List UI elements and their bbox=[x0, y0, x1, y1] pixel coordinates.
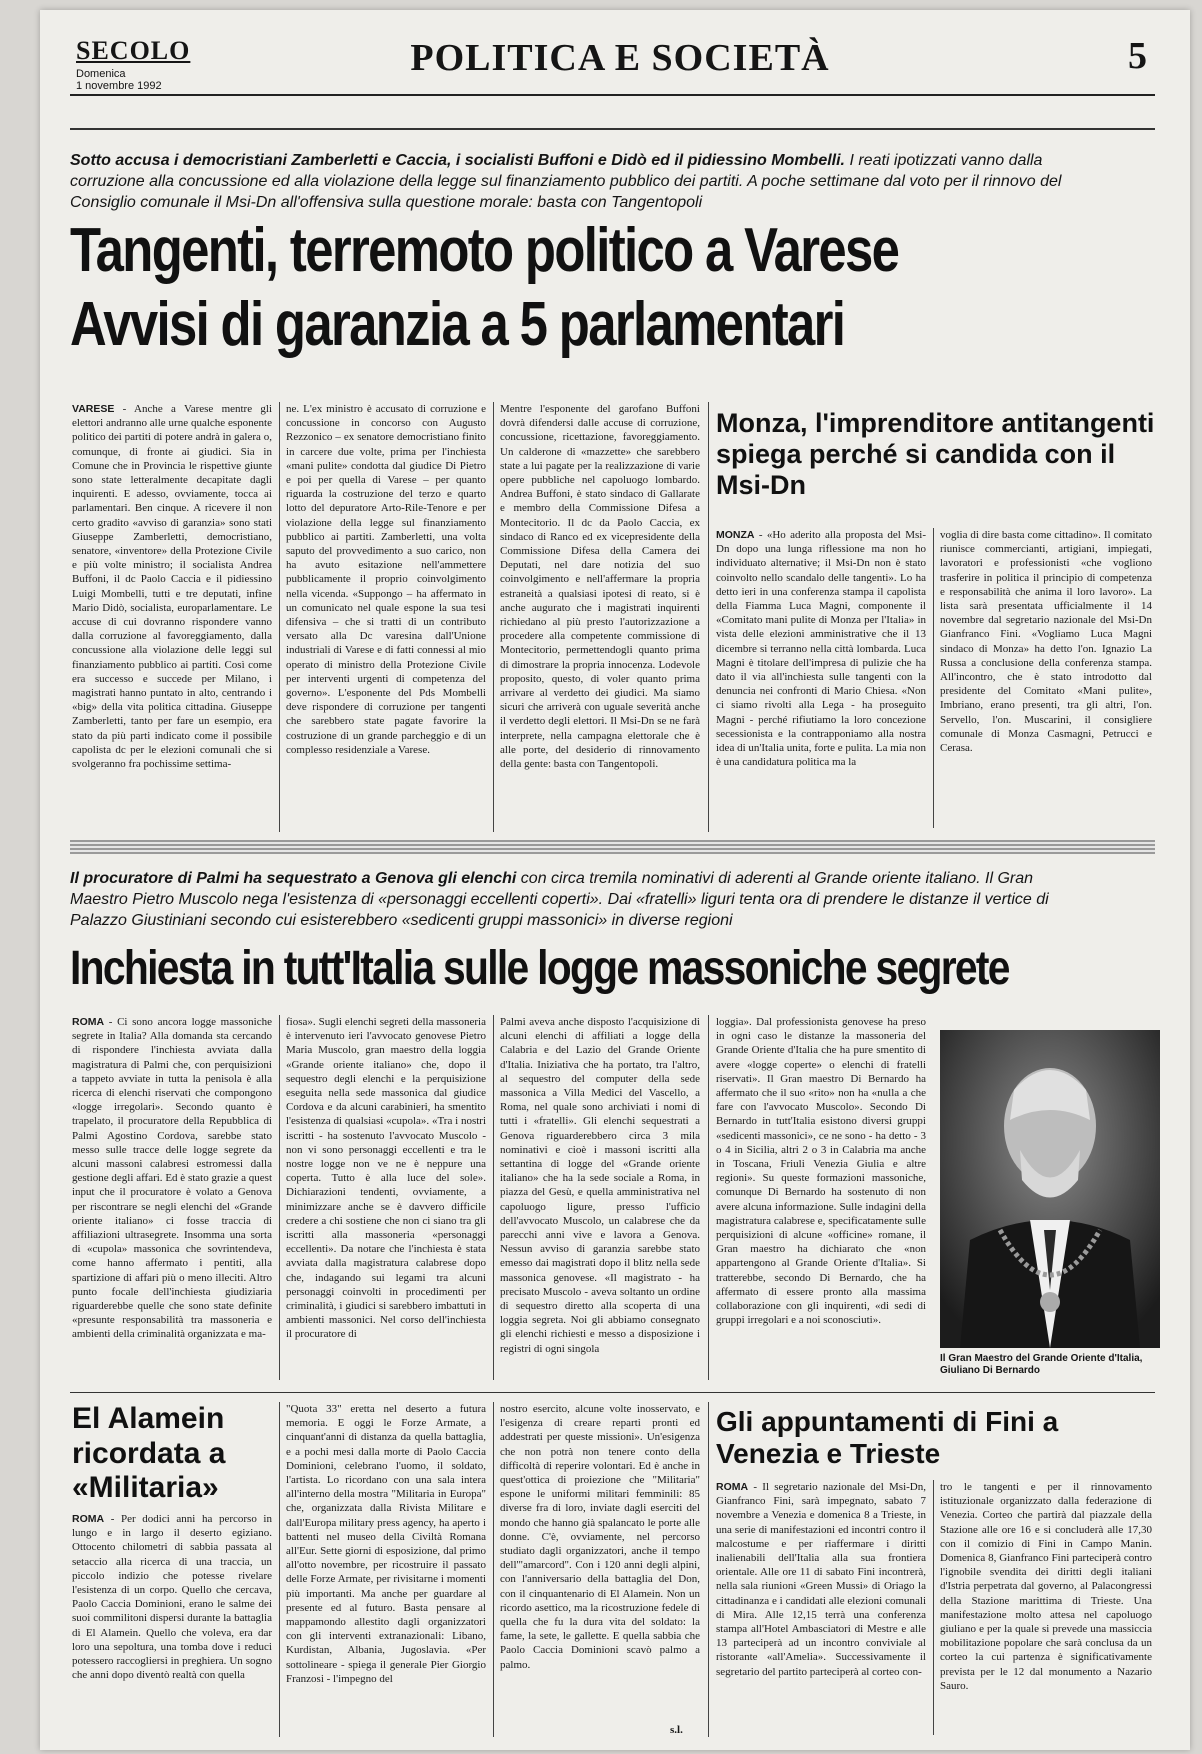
story3-kicker: Il procuratore di Palmi ha sequestrato a Genova gli elenchi con circa tremila nominativi di aderenti al Grande oriente italiano. Il Gran Maestro Pietro Muscolo nega l'esistenza di «personaggi eccellenti coperti». Dai «fratelli» liguri tenta ora di prendere le distanze il vertice di Palazzo Giustiniani secondo cui esisterebbero «sedicenti gruppi massonici» in diverse regioni bbox=[70, 870, 1049, 929]
column-rule bbox=[708, 402, 709, 832]
column-rule bbox=[493, 1402, 494, 1737]
story1-column-3: Mentre l'esponente del garofano Buffoni dovrà difendersi dalle accuse di corruzione, concussione, ricettazione, favoreggiamento. Un calderone di «mazzette» che sarebbero state a lui pagate per la realizzazione di varie opere pubbliche nel capoluogo lombardo. Andrea Buffoni, è stato sindaco di Gallarate e membro della Commissione Difesa a Montecitorio. Il dc da Paolo Caccia, ex sindaco di Ranco ed ex vicepresidente della Commissione Difesa della Camera dei Deputati, nel dare notizia del suo coinvolgimento e nell'affermare la propria estraneità a qualsiasi ipotesi di reato, si è anche augurato che i magistrati inquirenti richiedano al più presto l'autorizzazione a procedere alla competente commissione di Montecitorio, permettendogli quanto prima di dimostrare la propria innocenza. Lodevole proposito, questo, di voler quanto prima arrivare al verdetto dei giudici. Ma siamo sicuri che arriverà con uguale severità anche il verdetto degli elettori. Il Msi-Dn se ne farà interprete, nella campagna elettorale che è alle porte, del desiderio di rinnovamento della gente: basta con Tangentopoli. bbox=[500, 403, 700, 771]
column-rule bbox=[279, 1402, 280, 1737]
story2-headline: Monza, l'imprenditore antitangenti spiega perché si candida con il Msi-Dn bbox=[716, 408, 1155, 501]
story2-column-2: voglia di dire basta come cittadino». Il comitato riunisce commercianti, artigiani, impiegati, lavoratori e professionisti «che vogliono trasferire in politica il principio di competenza e responsabilità che anima il loro lavoro». La lista sarà presentata ufficialmente il 14 novembre dal segretario nazionale del Msi-Dn Gianfranco Fini. «Vogliamo Luca Magni sindaco di Monza» ha detto l'on. Ignazio La Russa a conclusione della conferenza stampa. All'incontro, che è stato introdotto dal presidente del Comitato «Mani pulite», Imbriano, erano presenti, tra gli altri, l'on. Servello, l'on. Muscarini, il consigliere comunale di Monza Casmagni, Petrucci e Cerasa. bbox=[940, 529, 1152, 755]
photo-caption: Il Gran Maestro del Grande Oriente d'Italia, Giuliano Di Bernardo bbox=[940, 1353, 1143, 1376]
story4-column-3: nostro esercito, alcune volte inosservato, e l'esigenza di creare reparti pronti ed addestrati per queste missioni». Un'esigenza che non potrà non tenere conto della difficoltà di reperire volontari. Ed è anche in quest'ottica di proiezione che "Militaria" espone le uniformi militari femminili: 85 diverse fra di loro, inviate dagli eserciti del mondo che hanno già spalancato le porte alle donne. C'è, ovviamente, nel percorso studiato dagli organizzatori, anche il tempo dell'"amarcord". Con i 120 anni degli alpini, con l'anniversario della battaglia del Don, con il cinquantenario di El Alamein. Non un ricordo asettico, ma la ricostruzione fedele di quella che fu la dura vita del soldato: la fame, la sete, le gallette. E quella sabbia che Paolo Caccia Dominioni scavò palmo a palmo. bbox=[500, 1403, 700, 1671]
story3-column-4: loggia». Dal professionista genovese ha preso in ogni caso le distanze la massoneria del Grande Oriente d'Italia che ha pure smentito di avere «logge coperte» o elenchi di fratelli riservati». Il Gran maestro Di Bernardo ha affermato che il suo «rito» non ha «nulla a che fare con l'avvocato Muscolo». Secondo Di Bernardo in tutt'Italia esistono diversi gruppi «sedicenti massonici», ce ne sono - ha detto - 3 o 4 in Sicilia, altri 2 o 3 in Calabria ma anche in Toscana, Friuli Venezia Giulia e altre regioni». Su queste formazioni massoniche, comunque Di Bernardo ha sostenuto di non avere alcuna informazione. Sulle indagini della magistratura calabrese e, specificatamente sulle perquisizioni di alcune «officine» romane, il Gran maestro ha dichiarato che «non appartengono al Grande Oriente d'Italia». Si tratterebbe, secondo Di Bernardo, che ha affermato di essere pronto alla massima collaborazione con gli inquirenti, «di sedi di gruppi irregolari e a noi sconosciuti». bbox=[716, 1016, 926, 1327]
portrait-photo bbox=[940, 1030, 1160, 1348]
column-rule bbox=[279, 402, 280, 832]
story1-headline-line2: Avvisi di garanzia a 5 parlamentari bbox=[70, 290, 845, 359]
story4-column-1: ROMA - Per dodici anni ha percorso in lungo e in largo il deserto egiziano. Ottocento chilometri di sabbia passata al setaccio alla ricerca di una traccia, un piccolo indizio che potesse rivelare l'esistenza di un corpo. Quello che cercava, Paolo Caccia Dominioni, erano le salme dei suoi commilitoni dispersi durante la battaglia di El Alamein. Quello che voleva, era dar loro una sepoltura, una tomba dove i reduci potessero raccogliersi in preghiera. Un sogno che anni dopo diventò realtà con quella bbox=[72, 1513, 272, 1682]
story4-signature: s.l. bbox=[670, 1724, 683, 1736]
story5-column-1: ROMA - Il segretario nazionale del Msi-Dn, Gianfranco Fini, sarà impegnato, sabato 7 novembre a Venezia e domenica 8 a Trieste, in una serie di manifestazioni ed incontri contro il malcostume e per riaffermare i diritti inalienabili dell'Italia alla sua frontiera orientale. Alle ore 11 di sabato Fini incontrerà, nella sala riunioni «Green Mussi» di Oriago la cittadinanza e i candidati alle elezioni comunali di Mira. Alle 12,15 terrà una conferenza stampa all'Hotel Ambasciatori di Mestre e alle 13 parteciperà ad un incontro conviviale al ristorante «all'Amelia». Successivamente il segretario del partito parteciperà al corteo con- bbox=[716, 1481, 926, 1678]
story3-headline: Inchiesta in tutt'Italia sulle logge massoniche segrete bbox=[70, 942, 1009, 995]
issue-date: Domenica 1 novembre 1992 bbox=[76, 68, 162, 92]
column-rule bbox=[493, 1015, 494, 1380]
story1-headline-line1: Tangenti, terremoto politico a Varese bbox=[70, 216, 899, 285]
story3-column-2: fiosa». Sugli elenchi segreti della massoneria è intervenuto ieri l'avvocato genovese Pietro Maria Muscolo, gran maestro della loggia «Grande oriente italiano» che, dopo il sequestro degli elenchi e la perquisizione eseguita nella sede massonica dal giudice Cordova e da alcuni carabinieri, ha smentito l'esistenza di qualsiasi «cupola». «Tra i nostri iscritti - ha sostenuto l'avvocato Muscolo - non vi sono personaggi eccellenti e tra le nostre logge non ve ne è neppure una coperta. Tutto è alla luce del sole». Dichiarazioni tendenti, ovviamente, a minimizzare anche se è davvero difficile credere a chi sostiene che non ci siano tra gli iscritti alla massoneria «personaggi eccellenti». Da notare che l'inchiesta è stata avviata dalla magistratura calabrese dopo che, indagando sui legami tra alcuni personaggi coinvolti in procedimenti per criminalità, i giudici si sarebbero imbattuti in ambienti massonici. Nel corso dell'inchiesta il procuratore di bbox=[286, 1016, 486, 1341]
story2-column-1: MONZA - «Ho aderito alla proposta del Msi-Dn dopo una lunga riflessione ma non ho individuato alternative; il Msi-Dn non è stato coinvolto nello scandalo delle tangenti». Lo ha detto ieri in una conferenza stampa il capolista della Fiamma Luca Magni, componente il «Comitato mani pulite di Monza per l'Italia» in vista delle elezioni amministrative che il 13 dicembre si terranno nella città lombarda. Luca Magni è titolare dell'impresa di pulizie che ha dato il via all'inchiesta sulle tangenti con la denuncia nei confronti di Mario Chiesa. «Non ci siamo rivolti alla Lega - ha proseguito Magni - perché rifiutiamo la loro concezione secessionista e la contrapponiamo alla nostra idea di un'Italia unita, forte e pulita. La mia non è una candidatura politica ma la bbox=[716, 529, 926, 769]
column-rule bbox=[933, 528, 934, 828]
newspaper-name: SECOLO bbox=[76, 36, 191, 65]
column-rule bbox=[708, 1402, 709, 1737]
divider bbox=[70, 128, 1155, 130]
story4-headline: El Alamein ricordata a «Militaria» bbox=[72, 1402, 226, 1504]
story5-column-2: tro le tangenti e per il rinnovamento istituzionale organizzato dalla federazione di Venezia. Corteo che partirà dal piazzale della Stazione alle ore 16 e si concluderà alle 17,30 con il comizio di Fini in Campo Manin. Domenica 8, Gianfranco Fini parteciperà contro l'ignobile svendita dei diritti degli italiani d'Istria perpetrata dal governo, al Palacongressi della Stazione marittima di Trieste. Una manifestazione molto attesa nel capoluogo giuliano e per la quale si prevede una massiccia mobilitazione popolare che sarà conclusa da un corteo la cui partenza è significativamente prevista per le 12 dal monumento a Nazario Sauro. bbox=[940, 1481, 1152, 1692]
story4-column-2: "Quota 33" eretta nel deserto a futura memoria. E oggi le Forze Armate, a cinquant'anni di distanza da quella battaglia, e a pochi mesi dalla morte di Paolo Caccia Dominioni, celebrano l'uomo, il soldato, l'artista. Lo ricordano con una sala intera all'interno della mostra "Militaria in Europa" che, organizzata dalla Rivista Militare e dall'Europa military press agency, ha aperto i battenti nel museo della Civiltà Romana all'Eur. Sette giorni di esposizione, dal primo all'otto novembre, per ricostruire il passato delle Forze Armate, per rivisitarne i momenti più importanti. Ma anche per guardare al presente ed al futuro. Basta pensare al mappamondo allestito dagli organizzatori con gli interventi extranazionali: Libano, Kurdistan, Albania, Jugoslavia. «Per sottolineare - spiega il generale Pier Giorgio Franzosi - l'impegno del bbox=[286, 1403, 486, 1685]
story1-column-2: ne. L'ex ministro è accusato di corruzione e concussione in concorso con Augusto Rezzonico – ex senatore democristiano finito in carcere due volte, prima per l'inchiesta «mani pulite» condotta dal giudice Di Pietro e poi per quella di Varese – per quanto riguarda la costruzione del terzo e quarto lotto del depuratore Arto-Rile-Tenore e per violazione della legge sul finanziamento pubblico ai partiti. Zamberletti, una volta saputo del provvedimento a suo carico, non ha avuto esitazione nell'ammettere pubblicamente il proprio coinvolgimento nella vicenda. «Suppongo – ha affermato in un comunicato nel quale espone la sua tesi difensiva – che si tratti di un contributo versato alla Dc varesina dall'Unione industriali di Varese e di fatti connessi al mio operato di ministro della Protezione Civile per interventi urgenti di competenza del governo». L'esponente del Pds Mombelli deve rispondere di corruzione per tangenti che sarebbero state pagate favorire la costruzione di un grande parcheggio e di un complesso residenziale a Varese. bbox=[286, 403, 486, 756]
page-number: 5 bbox=[1128, 35, 1147, 77]
section-divider-band bbox=[70, 840, 1155, 854]
section-title: POLITICA E SOCIETÀ bbox=[410, 37, 830, 79]
masthead bbox=[70, 24, 1155, 96]
column-rule bbox=[933, 1480, 934, 1735]
column-rule bbox=[493, 402, 494, 832]
portrait-image bbox=[940, 1030, 1160, 1348]
story1-kicker: Sotto accusa i democristiani Zamberletti e Caccia, i socialisti Buffoni e Didò ed il pidiessino Mombelli. I reati ipotizzati vanno dalla corruzione alla concussione ed alla violazione della legge sul finanziamento pubblico dei partiti. A poche settimane dal voto per il rinnovo del Consiglio comunale il Msi-Dn all'offensiva sulla questione morale: basta con Tangentopoli bbox=[70, 152, 1062, 211]
story5-headline: Gli appuntamenti di Fini a Venezia e Trieste bbox=[716, 1406, 1059, 1470]
divider bbox=[70, 1392, 1155, 1393]
column-rule bbox=[708, 1015, 709, 1380]
story3-column-3: Palmi aveva anche disposto l'acquisizione di alcuni elenchi di affiliati a logge della Calabria e del Lazio del Grande Oriente d'Italia. Iniziativa che ha portato, tra l'altro, al sequestro del computer della sede massonica a Villa Medici del Vascello, a Roma, nel quale sono archiviati i nomi di tutti i «fratelli». Gli elenchi sequestrati a Genova riguarderebbero circa 3 mila nominativi e cioè i massoni iscritti alla settantina di logge del «Grande oriente italiano» che ha la sede sociale a Roma, in piazza del Gesù, e quella amministrativa nel capoluogo ligure, presso l'ufficio dell'avvocato Muscolo, un calabrese che da parecchi anni vive e lavora a Genova. Nessun avviso di garanzia sarebbe stato emesso dai magistrati dopo il blitz nella sede massonica genovese. «Il magistrato - ha precisato Muscolo - aveva soltanto un ordine di sequestro diretto alla scoperta di una loggia segreta. Noi gli abbiamo consegnato gli elenchi richiesti e messo a disposizione i registri di ogni singola bbox=[500, 1016, 700, 1355]
newspaper-page bbox=[40, 10, 1190, 1750]
story3-column-1: ROMA - Ci sono ancora logge massoniche segrete in Italia? Alla domanda sta cercando di rispondere l'inchiesta avviata dalla magistratura di Palmi che, con perquisizioni a tappeto avviate in tutta la penisola è alla ricerca di elenchi riservati che compongono «logge irregolari». Secondo quanto è trapelato, il procuratore della Repubblica di Palmi Agostino Cordova, sarebbe stato messo sulle tracce delle logge segrete da alcuni massoni calabresi estromessi dalla gestione degli affari. Ed è stato grazie a quest input che il procuratore è volato a Genova per riscontrare se negli elenchi del «Grande oriente italiano» ci fosse traccia di affiliazioni ultrasegrete. Insomma una sorta di «cupola» massonica che sovrintendeva, come hanno affermato i pentiti, alla spartizione di affari più o meno illeciti. Altro punto focale dell'inchiesta giudiziaria riguarderebbe quelle che sono state definite «presunte responsabilità tra massoneria e ambienti della criminalità organizzata e ma- bbox=[72, 1016, 272, 1341]
column-rule bbox=[279, 1015, 280, 1380]
story1-column-1: VARESE - Anche a Varese mentre gli elettori andranno alle urne qualche esponente politico dei partiti di potere andrà in galera o, comunque, di fronte ai giudici. Sia in Comune che in Provincia le rispettive giunte sono state letteralmente decapitate dagli inquirenti. E adesso, ovviamente, tocca ai parlamentari. Ben cinque. A ricevere il non certo gradito «avviso di garanzia» sono stati Giuseppe Zamberletti, democristiano, senatore, «inventore» della Protezione Civile e più volte ministro; il socialista Andrea Buffoni, il dc Paolo Caccia e il pidiessino Luigi Mombelli, tutti e tre deputati, infine Mario Didò, socialista, europarlamentare. Le accuse di cui dovranno rispondere vanno dalla corruzione al favoreggiamento, dalla concussione alla violazione delle leggi sul finanziamento pubblico ai partiti. Così come era successo e succede per Milano, i magistrati hanno puntato in alto, centrando i «big» della vita politica cittadina. Giuseppe Zamberletti, tanto per fare un esempio, era stato da più parti indicato come il possibile capolista dc per le elezioni comunali che si svolgeranno fra pochissime settima- bbox=[72, 403, 272, 771]
